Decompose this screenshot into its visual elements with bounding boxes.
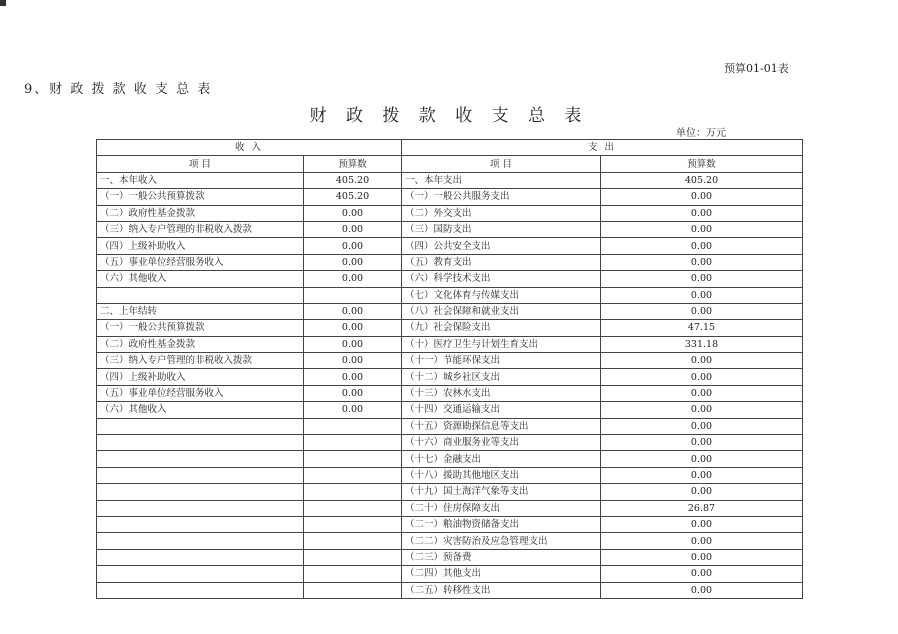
income-amount-cell: 0.00 bbox=[304, 254, 402, 270]
income-amount-cell bbox=[304, 516, 402, 532]
income-amount-cell: 0.00 bbox=[304, 303, 402, 319]
expense-amount-cell: 405.20 bbox=[601, 172, 803, 188]
income-item-cell: （四）上级补助收入 bbox=[97, 238, 304, 254]
expense-item-cell: （十六）商业服务业等支出 bbox=[402, 435, 601, 451]
income-item-cell: 一、本年收入 bbox=[97, 172, 304, 188]
expense-group-header: 支 出 bbox=[402, 140, 803, 156]
expense-amount-cell: 0.00 bbox=[601, 189, 803, 205]
expense-amount-cell: 0.00 bbox=[601, 287, 803, 303]
expense-amount-cell: 26.87 bbox=[601, 500, 803, 516]
income-item-header: 项 目 bbox=[97, 156, 304, 172]
income-item-cell: （三）纳入专户管理的非税收入拨款 bbox=[97, 221, 304, 237]
expense-item-cell: （六）科学技术支出 bbox=[402, 271, 601, 287]
expense-amount-cell: 0.00 bbox=[601, 418, 803, 434]
table-row bbox=[97, 254, 803, 270]
budget-summary-table bbox=[96, 139, 803, 599]
expense-amount-cell: 0.00 bbox=[601, 402, 803, 418]
income-item-cell bbox=[97, 549, 304, 565]
income-amount-cell bbox=[304, 418, 402, 434]
table-row bbox=[97, 369, 803, 385]
income-item-cell: （六）其他收入 bbox=[97, 402, 304, 418]
expense-item-cell: （二二）灾害防治及应急管理支出 bbox=[402, 533, 601, 549]
income-amount-cell: 0.00 bbox=[304, 402, 402, 418]
expense-item-cell: （七）文化体育与传媒支出 bbox=[402, 287, 601, 303]
expense-item-cell: （四）公共安全支出 bbox=[402, 238, 601, 254]
table-row bbox=[97, 271, 803, 287]
income-amount-cell bbox=[304, 500, 402, 516]
table-row bbox=[97, 467, 803, 483]
income-item-cell: 二、上年结转 bbox=[97, 303, 304, 319]
expense-item-cell: （二三）预备费 bbox=[402, 549, 601, 565]
income-item-cell: （一）一般公共预算拨款 bbox=[97, 320, 304, 336]
column-header-row bbox=[97, 156, 803, 172]
table-row bbox=[97, 238, 803, 254]
expense-amount-cell: 0.00 bbox=[601, 205, 803, 221]
expense-amount-cell: 0.00 bbox=[601, 385, 803, 401]
expense-amount-cell: 0.00 bbox=[601, 516, 803, 532]
income-item-cell bbox=[97, 451, 304, 467]
expense-item-cell: （十九）国土海洋气象等支出 bbox=[402, 484, 601, 500]
expense-amount-cell: 0.00 bbox=[601, 221, 803, 237]
expense-item-cell: 一、本年支出 bbox=[402, 172, 601, 188]
table-row bbox=[97, 205, 803, 221]
expense-item-cell: （二）外交支出 bbox=[402, 205, 601, 221]
table-row bbox=[97, 320, 803, 336]
expense-amount-cell: 0.00 bbox=[601, 484, 803, 500]
expense-amount-cell: 0.00 bbox=[601, 549, 803, 565]
table-row bbox=[97, 516, 803, 532]
expense-item-cell: （二四）其他支出 bbox=[402, 566, 601, 582]
expense-item-cell: （八）社会保障和就业支出 bbox=[402, 303, 601, 319]
expense-amount-header: 预算数 bbox=[601, 156, 803, 172]
table-row bbox=[97, 500, 803, 516]
table-row bbox=[97, 484, 803, 500]
expense-item-cell: （十二）城乡社区支出 bbox=[402, 369, 601, 385]
section-title: 9、财 政 拨 款 收 支 总 表 bbox=[24, 82, 213, 97]
expense-item-cell: （十三）农林水支出 bbox=[402, 385, 601, 401]
income-item-cell bbox=[97, 533, 304, 549]
table-row bbox=[97, 435, 803, 451]
income-amount-cell bbox=[304, 484, 402, 500]
income-amount-cell bbox=[304, 549, 402, 565]
income-amount-cell: 0.00 bbox=[304, 385, 402, 401]
income-amount-cell: 405.20 bbox=[304, 189, 402, 205]
expense-amount-cell: 47.15 bbox=[601, 320, 803, 336]
table-row bbox=[97, 189, 803, 205]
income-amount-cell bbox=[304, 435, 402, 451]
expense-item-cell: （十八）援助其他地区支出 bbox=[402, 467, 601, 483]
expense-item-cell: （十七）金融支出 bbox=[402, 451, 601, 467]
income-amount-cell bbox=[304, 582, 402, 598]
expense-amount-cell: 0.00 bbox=[601, 435, 803, 451]
expense-item-cell: （三）国防支出 bbox=[402, 221, 601, 237]
expense-amount-cell: 331.18 bbox=[601, 336, 803, 352]
income-item-cell bbox=[97, 418, 304, 434]
income-amount-cell bbox=[304, 451, 402, 467]
table-body bbox=[97, 140, 803, 599]
page-title: 财 政 拨 款 收 支 总 表 bbox=[309, 106, 589, 126]
expense-item-cell: （二一）粮油物资储备支出 bbox=[402, 516, 601, 532]
income-amount-cell: 0.00 bbox=[304, 369, 402, 385]
table-row bbox=[97, 287, 803, 303]
income-amount-header: 预算数 bbox=[304, 156, 402, 172]
table-row bbox=[97, 402, 803, 418]
income-item-cell: （五）事业单位经营服务收入 bbox=[97, 254, 304, 270]
table-row bbox=[97, 533, 803, 549]
income-item-cell bbox=[97, 435, 304, 451]
group-header-row bbox=[97, 140, 803, 156]
income-amount-cell: 0.00 bbox=[304, 205, 402, 221]
income-amount-cell: 0.00 bbox=[304, 238, 402, 254]
expense-item-cell: （十四）交通运输支出 bbox=[402, 402, 601, 418]
income-amount-cell: 0.00 bbox=[304, 353, 402, 369]
expense-item-cell: （五）教育支出 bbox=[402, 254, 601, 270]
table-row bbox=[97, 303, 803, 319]
expense-amount-cell: 0.00 bbox=[601, 303, 803, 319]
unit-label: 单位：万元 bbox=[676, 128, 726, 139]
expense-amount-cell: 0.00 bbox=[601, 582, 803, 598]
expense-item-cell: （十）医疗卫生与计划生育支出 bbox=[402, 336, 601, 352]
table-row bbox=[97, 172, 803, 188]
income-item-cell: （四）上级补助收入 bbox=[97, 369, 304, 385]
expense-item-cell: （十五）资源勘探信息等支出 bbox=[402, 418, 601, 434]
income-item-cell: （五）事业单位经营服务收入 bbox=[97, 385, 304, 401]
table-row bbox=[97, 451, 803, 467]
table-row bbox=[97, 336, 803, 352]
expense-amount-cell: 0.00 bbox=[601, 369, 803, 385]
income-item-cell bbox=[97, 582, 304, 598]
income-item-cell: （一）一般公共预算拨款 bbox=[97, 189, 304, 205]
income-group-header: 收 入 bbox=[97, 140, 402, 156]
income-item-cell bbox=[97, 484, 304, 500]
expense-amount-cell: 0.00 bbox=[601, 271, 803, 287]
income-amount-cell bbox=[304, 467, 402, 483]
table-row bbox=[97, 221, 803, 237]
income-item-cell bbox=[97, 467, 304, 483]
expense-item-cell: （十一）节能环保支出 bbox=[402, 353, 601, 369]
income-item-cell: （三）纳入专户管理的非税收入拨款 bbox=[97, 353, 304, 369]
expense-amount-cell: 0.00 bbox=[601, 238, 803, 254]
income-item-cell bbox=[97, 516, 304, 532]
expense-item-cell: （一）一般公共服务支出 bbox=[402, 189, 601, 205]
income-amount-cell: 0.00 bbox=[304, 221, 402, 237]
income-item-cell bbox=[97, 566, 304, 582]
expense-item-cell: （九）社会保险支出 bbox=[402, 320, 601, 336]
expense-amount-cell: 0.00 bbox=[601, 533, 803, 549]
expense-amount-cell: 0.00 bbox=[601, 451, 803, 467]
income-item-cell: （六）其他收入 bbox=[97, 271, 304, 287]
scan-corner-mark bbox=[0, 0, 6, 6]
expense-item-header: 项 目 bbox=[402, 156, 601, 172]
table-row bbox=[97, 566, 803, 582]
expense-amount-cell: 0.00 bbox=[601, 467, 803, 483]
income-item-cell: （二）政府性基金拨款 bbox=[97, 336, 304, 352]
income-item-cell bbox=[97, 287, 304, 303]
form-code: 预算01-01表 bbox=[724, 62, 789, 75]
table-row bbox=[97, 418, 803, 434]
income-item-cell: （二）政府性基金拨款 bbox=[97, 205, 304, 221]
table-row bbox=[97, 582, 803, 598]
table-row bbox=[97, 549, 803, 565]
income-item-cell bbox=[97, 500, 304, 516]
table-row bbox=[97, 353, 803, 369]
income-amount-cell bbox=[304, 533, 402, 549]
expense-amount-cell: 0.00 bbox=[601, 254, 803, 270]
income-amount-cell bbox=[304, 287, 402, 303]
income-amount-cell: 0.00 bbox=[304, 320, 402, 336]
expense-amount-cell: 0.00 bbox=[601, 353, 803, 369]
expense-amount-cell: 0.00 bbox=[601, 566, 803, 582]
income-amount-cell: 405.20 bbox=[304, 172, 402, 188]
income-amount-cell: 0.00 bbox=[304, 336, 402, 352]
expense-item-cell: （二五）转移性支出 bbox=[402, 582, 601, 598]
income-amount-cell bbox=[304, 566, 402, 582]
table-row bbox=[97, 385, 803, 401]
income-amount-cell: 0.00 bbox=[304, 271, 402, 287]
expense-item-cell: （二十）住房保障支出 bbox=[402, 500, 601, 516]
